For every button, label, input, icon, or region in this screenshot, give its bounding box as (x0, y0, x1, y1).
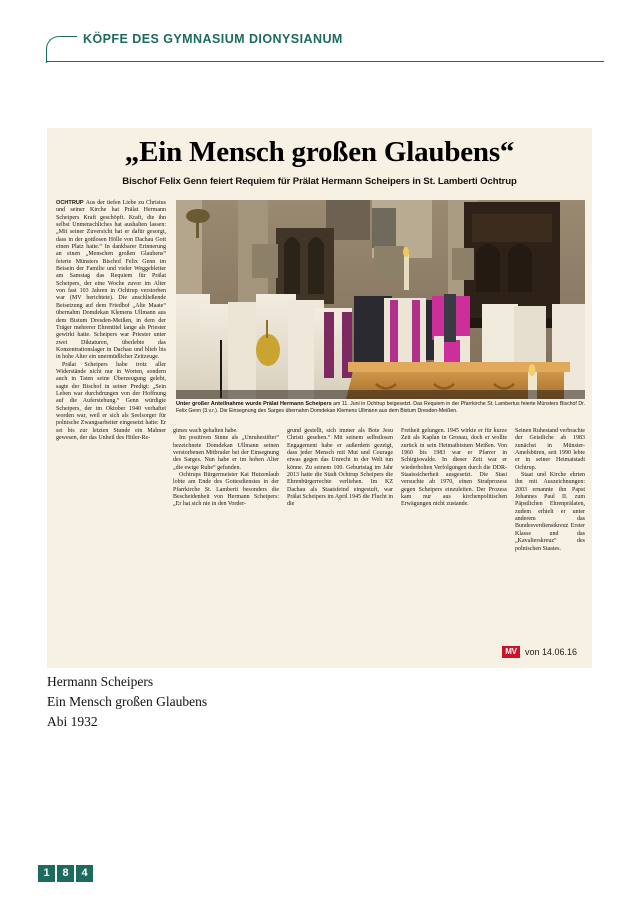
running-head-rule (46, 61, 604, 62)
body-paragraph: Prälat Scheipers habe trotz aller Widerstände nicht nur in Worten, sondern auch in Taten seine Überzeugung gelebt, sagte der Bischof in seiner Predigt: „Sein Leben war durchdrungen von der Hoffnung auf die Auferstehung.“ Genn würdigte Scheipers, der im Oktober 1940 verhaftet worden war, weil er sich als Seelsorger für polnische Zwangsarbeiter eingesetzt hatte: Er sei bis zur letzten Stunde ein Mahner gewesen, der das Unheil des Hitler-Re- (56, 361, 166, 441)
article-subheadline: Bischof Felix Genn feiert Requiem für Prälat Hermann Scheipers in St. Lamberti Ochtrup (122, 176, 517, 187)
photo-caption (176, 401, 585, 416)
person-block (47, 672, 427, 732)
caption-body: am 11. Juni in Ochtrup beigesetzt. Das Requiem in der Pfarrkirche St. Lambertus feierte Münsters Bischof Dr. Felix Genn (3.v.r.). Die Einsegnung des Sarges übernahm Domdekan Klemens Ullmann aus dem Bistum Dresden-Meißen. (176, 401, 585, 415)
body-paragraph: Ochtrups Bürgermeister Kai Hutzenlaub lobte am Ende des Gottesdienstes in der Pfarrkirche St. Lamberti besonders die Bescheidenheit von Hermann Scheipers: „Er hat sich nie in den Vorder- (173, 472, 279, 508)
article-credit (502, 644, 592, 660)
body-column-4 (401, 428, 507, 509)
body-paragraph: Im positiven Sinne als „Unruhestifter“ bezeichnete Domdekan Ullmann seinen verstorbenen Mitbruder bei der Einsegnung des Sarges. Nun habe er im hohen Alter „die ewige Ruhe“ gefunden. (173, 435, 279, 471)
page-digit-2: 8 (57, 865, 74, 882)
body-paragraph: OCHTRUP Aus der tiefen Liebe zu Christus und seiner Kirche hat Prälat Hermann Scheipers Kraft geschöpft. Kraft, die ihn selbst Unmenschliches hat aushalten lassen: „Mit seiner Zuversicht hat er dafür gesorgt, dass in der gottlosen Hölle von Dachau Gott einen Platz hatte.“ In dankbarer Erinnerung an einen „Menschen großen Glaubens“ feierte Münsters Bischof Felix Genn im Beisein der Familie und vieler Weggebleiter am Samstag das Requiem für Prälat Scheipers, der eine Woche zuvor im Alter von fast 103 Jahren in Ochtrup verstorben war (MV berichtete). Die anschließende Beisetzung auf dem Friedhof „Alte Maate“ übernahm Domdekan Klemens Ullmann aus dem Bistum Dresden-Meißen, in dem der Träger mehrerer Ehrentitel lange als Priester gewirkt hatte. Scheipers war Priester unter zwei Diktaturen, überlebte das Konzentrationslager in Dachau und blieb bis in hohe Alter ein unermüdlicher Zeitzeuge. (56, 200, 166, 361)
mv-logo-icon: MV (502, 646, 520, 658)
caption-lead: Unter großer Anteilnahme wurde Prälat Hermann Scheipers (176, 401, 332, 407)
body-paragraph: Seinen Ruhestand verbrachte der Geistliche ab 1983 zunächst in Münster-Amelsbüren, seit 1990 lebte er in seiner Heimatstadt Ochtrup. (515, 428, 585, 471)
credit-date: von 14.06.16 (525, 647, 578, 657)
body-column-3 (287, 428, 393, 509)
body-paragraph: Staat und Kirche ehrten ihn mit Auszeichnungen: 2003 ernannte ihn Papst Johannes Paul II. zum Päpstlichen Ehrenprälaten, zudem erhielt er unter anderem das Bundesverdienstkreuz Erster Klasse und das „Kavalierskreuz“ des polnischen Staates. (515, 472, 585, 552)
person-year: Abi 1932 (47, 714, 98, 729)
body-column-1 (56, 200, 166, 442)
page-digit-3: 4 (76, 865, 93, 882)
article-headline: „Ein Mensch großen Glaubens“ (124, 136, 515, 168)
running-head-label: KÖPFE DES GYMNASIUM DIONYSIANUM (83, 32, 343, 46)
page-digit-1: 1 (38, 865, 55, 882)
body-column-2 (173, 428, 279, 509)
dateline: OCHTRUP (56, 200, 86, 206)
person-title: Ein Mensch großen Glaubens (47, 694, 208, 709)
running-head (46, 30, 604, 62)
body-column-5 (515, 428, 585, 553)
body-paragraph: grund gestellt, sich immer als Bote Jesu Christi gesehen.“ Mit seinem selbstlosen Engagement habe er außerdem gezeigt, dass jeder Mensch mit Mut und Courage etwas gegen das Unrecht in der Welt tun könne. Zu seinem 100. Geburtstag im Jahr 2013 hatte die Stadt Ochtrup Scheipers die Ehrenbürgerrechte verliehen. Im KZ Dachau als Staatsfeind eingestuft, war Prälat Scheipers im April 1945 die Flucht in die (287, 428, 393, 508)
body-paragraph: gimes wach gehalten habe. (173, 428, 238, 434)
article-panel (47, 128, 592, 668)
body-paragraph: Freiheit gelungen. 1945 wirkte er für kurze Zeit als Kaplan in Gronau, doch er wollte zurück in sein Heimatbistum Meißen. Von 1960 bis 1983 war er Pfarrer in Schirgiswalde. In dieser Zeit war er wiederholten Verfolgungen durch die DDR-Staatssicherheit ausgesetzt. Die Stasi versuchte ab 1970, einen Strafprozess gegen Scheipers einzuleiten. Der Prozess kam nur aus kirchenpolitischen Erwägungen nicht zustande. (401, 428, 507, 508)
page-number (38, 865, 93, 882)
requiem-photo (176, 200, 585, 399)
bracket-corner-icon (46, 36, 77, 63)
person-name: Hermann Scheipers (47, 674, 154, 689)
